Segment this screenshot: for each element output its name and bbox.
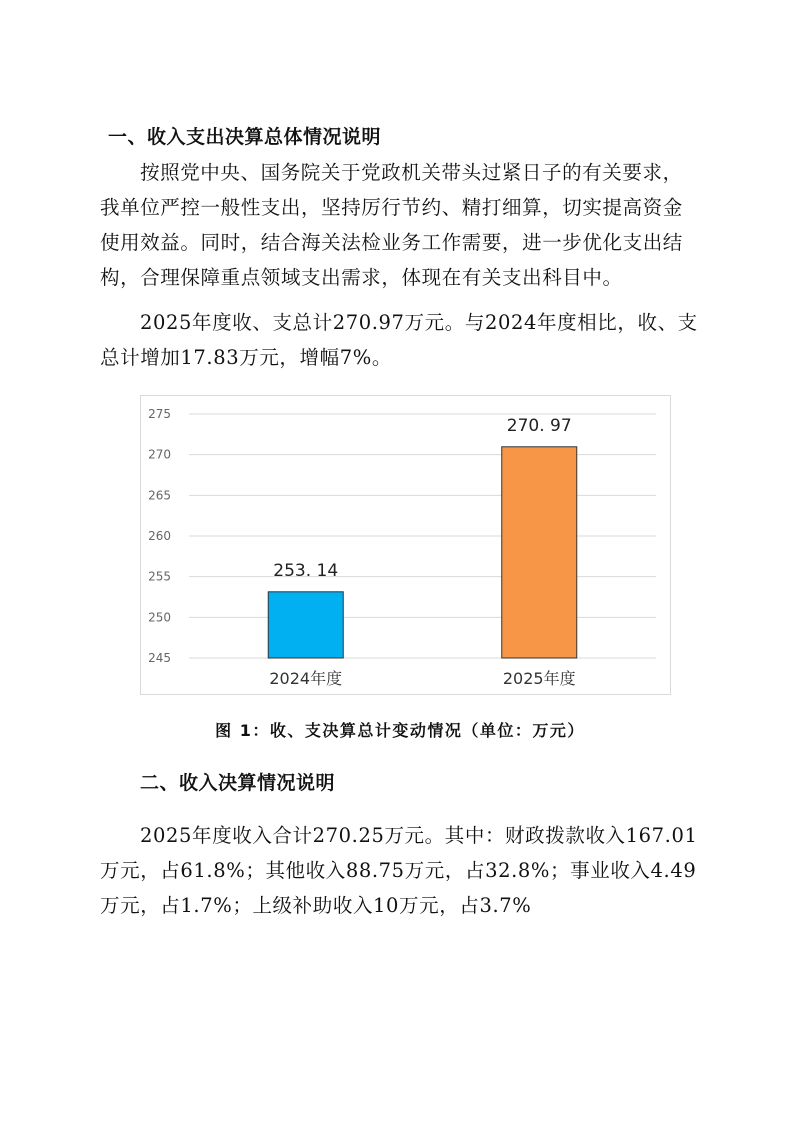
- y-tick-label: 275: [148, 407, 171, 421]
- section1-paragraph-2: 2025年度收、支总计270.97万元。与2024年度相比，收、支总计增加17.83万元，增幅7%。: [100, 311, 698, 369]
- y-tick-label: 255: [148, 569, 171, 584]
- data-label: 253. 14: [273, 560, 339, 581]
- x-category-label: 2024年度: [269, 669, 343, 688]
- section1-paragraph-1: 按照党中央、国务院关于党政机关带头过紧日子的有关要求，我单位严控一般性支出，坚持厉行节约、精打细算，切实提高资金使用效益。同时，结合海关法检业务工作需要，进一步优化支出结构，合理保障重点领域支出需求，体现在有关支出科目中。: [100, 161, 683, 289]
- section2-paragraph-1: 2025年度收入合计270.25万元。其中：财政拨款收入167.01万元，占61.8%；其他收入88.75万元，占32.8%；事业收入4.49万元，占1.7%；上级补助收入10万元，占3.7%: [100, 824, 698, 917]
- figure-caption: 图 1：收、支决算总计变动情况（单位：万元）: [215, 721, 585, 740]
- y-tick-label: 270: [148, 447, 171, 462]
- section2-heading: 二、收入决算情况说明: [140, 772, 336, 794]
- bar: [502, 447, 577, 658]
- bar: [268, 592, 343, 658]
- x-category-label: 2025年度: [502, 669, 576, 688]
- section1-heading: 一、收入支出决算总体情况说明: [108, 126, 382, 148]
- chart-svg: [141, 396, 672, 696]
- y-tick-label: 250: [148, 610, 171, 625]
- y-tick-label: 260: [148, 529, 171, 543]
- data-label: 270. 97: [506, 415, 572, 436]
- income-expense-bar-chart: [140, 395, 671, 695]
- y-tick-label: 245: [148, 651, 171, 665]
- y-tick-label: 265: [148, 488, 171, 503]
